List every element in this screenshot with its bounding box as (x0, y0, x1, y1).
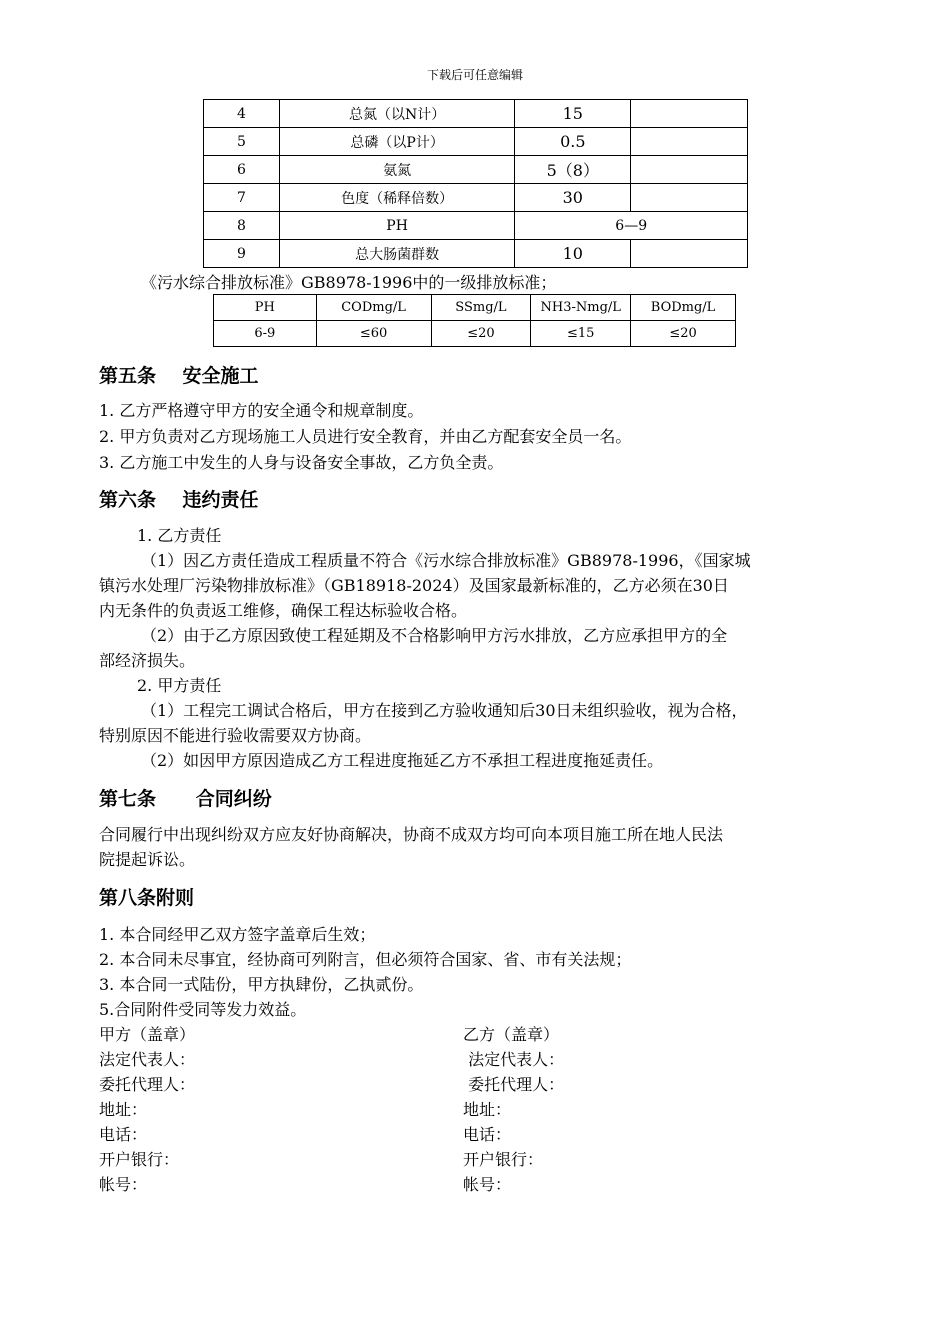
list-item: 3. 乙方施工中发生的人身与设备安全事故，乙方负全责。 (99, 453, 504, 472)
row-number: 7 (204, 184, 280, 212)
paragraph-line: 特别原因不能进行验收需要双方协商。 (99, 726, 372, 745)
party-b-legal-rep: 法定代表人： (463, 1050, 565, 1069)
row-number: 8 (204, 212, 280, 240)
row-number: 5 (204, 128, 280, 156)
party-b-seal: 乙方（盖章） (463, 1025, 560, 1044)
table-row (204, 212, 748, 240)
paragraph-line: （2）由于乙方原因致使工程延期及不合格影响甲方污水排放，乙方应承担甲方的全 (141, 626, 728, 645)
limit-value-2 (631, 100, 748, 128)
pollutant-name: PH (279, 212, 515, 240)
party-a-address: 地址： (99, 1100, 148, 1119)
party-b-address: 地址： (463, 1100, 512, 1119)
column-header: CODmg/L (316, 295, 431, 321)
paragraph-line: 镇污水处理厂污染物排放标准》（GB18918-2024）及国家最新标准的，乙方必须在30日 (99, 576, 729, 595)
table-row (204, 156, 748, 184)
paragraph-line: （1）因乙方责任造成工程质量不符合《污水综合排放标准》GB8978-1996，《国家城 (141, 551, 751, 570)
column-header: BODmg/L (631, 295, 736, 321)
subheading: 1. 乙方责任 (137, 526, 222, 545)
table-header-row (214, 295, 736, 321)
row-number: 4 (204, 100, 280, 128)
column-header: NH3-Nmg/L (531, 295, 631, 321)
list-item: 2. 甲方负责对乙方现场施工人员进行安全教育，并由乙方配套安全员一名。 (99, 427, 632, 446)
party-b-bank: 开户银行： (463, 1150, 544, 1169)
party-a-agent: 委托代理人： (99, 1075, 196, 1094)
table-cell: ≤15 (531, 321, 631, 347)
table-row (204, 100, 748, 128)
list-item: 1. 乙方严格遵守甲方的安全通令和规章制度。 (99, 401, 424, 420)
table-cell: ≤20 (631, 321, 736, 347)
table-row (204, 184, 748, 212)
limit-value: 5（8） (515, 156, 631, 184)
section-5-title: 第五条 安全施工 (99, 365, 259, 387)
party-a-phone: 电话： (99, 1125, 148, 1144)
party-a-seal: 甲方（盖章） (99, 1025, 196, 1044)
limit-range: 6—9 (515, 212, 748, 240)
pollutant-name: 氨氮 (279, 156, 515, 184)
table-cell: ≤20 (431, 321, 531, 347)
standard-caption: 《污水综合排放标准》GB8978-1996中的一级排放标准； (141, 273, 557, 292)
limit-value-2 (631, 128, 748, 156)
paragraph-line: 部经济损失。 (99, 651, 196, 670)
paragraph-line: （2）如因甲方原因造成乙方工程进度拖延乙方不承担工程进度拖延责任。 (141, 751, 664, 770)
paragraph-line: 内无条件的负责返工维修，确保工程达标验收合格。 (99, 601, 468, 620)
page-header: 下载后可任意编辑 (426, 68, 523, 82)
paragraph-line: 院提起诉讼。 (99, 850, 196, 869)
section-8-title: 第八条附则 (99, 887, 195, 909)
table-row (204, 128, 748, 156)
pollutant-name: 总氮（以N计） (279, 100, 515, 128)
subheading: 2. 甲方责任 (137, 676, 222, 695)
limit-value: 0.5 (515, 128, 631, 156)
limit-value: 15 (515, 100, 631, 128)
party-b-agent: 委托代理人： (463, 1075, 565, 1094)
list-item: 5.合同附件受同等发力效益。 (99, 1000, 307, 1019)
paragraph-line: （1）工程完工调试合格后，甲方在接到乙方验收通知后30日未组织验收，视为合格， (141, 701, 748, 720)
list-item: 3. 本合同一式陆份，甲方执肆份，乙执贰份。 (99, 975, 424, 994)
limit-value-2 (631, 156, 748, 184)
limit-value-2 (631, 184, 748, 212)
table-cell: 6-9 (214, 321, 317, 347)
party-a-legal-rep: 法定代表人： (99, 1050, 196, 1069)
paragraph-line: 合同履行中出现纠纷双方应友好协商解决，协商不成双方均可向本项目施工所在地人民法 (99, 825, 724, 844)
table-row (214, 321, 736, 347)
party-b-phone: 电话： (463, 1125, 512, 1144)
section-7-title: 第七条 合同纠纷 (99, 788, 272, 810)
table-cell: ≤60 (316, 321, 431, 347)
list-item: 2. 本合同未尽事宜，经协商可列附言，但必须符合国家、省、市有关法规； (99, 950, 632, 969)
pollutant-name: 总磷（以P计） (279, 128, 515, 156)
row-number: 6 (204, 156, 280, 184)
list-item: 1. 本合同经甲乙双方签字盖章后生效； (99, 925, 376, 944)
table-row (204, 240, 748, 268)
party-a-bank: 开户银行： (99, 1150, 180, 1169)
limit-value: 30 (515, 184, 631, 212)
limit-value-2 (631, 240, 748, 268)
limit-value: 10 (515, 240, 631, 268)
party-a-account: 帐号： (99, 1175, 148, 1194)
row-number: 9 (204, 240, 280, 268)
party-b-account: 帐号： (463, 1175, 512, 1194)
section-6-title: 第六条 违约责任 (99, 489, 259, 511)
discharge-standard-table (213, 294, 736, 347)
pollutant-limits-table (203, 99, 748, 268)
column-header: PH (214, 295, 317, 321)
column-header: SSmg/L (431, 295, 531, 321)
pollutant-name: 总大肠菌群数 (279, 240, 515, 268)
pollutant-name: 色度（稀释倍数） (279, 184, 515, 212)
